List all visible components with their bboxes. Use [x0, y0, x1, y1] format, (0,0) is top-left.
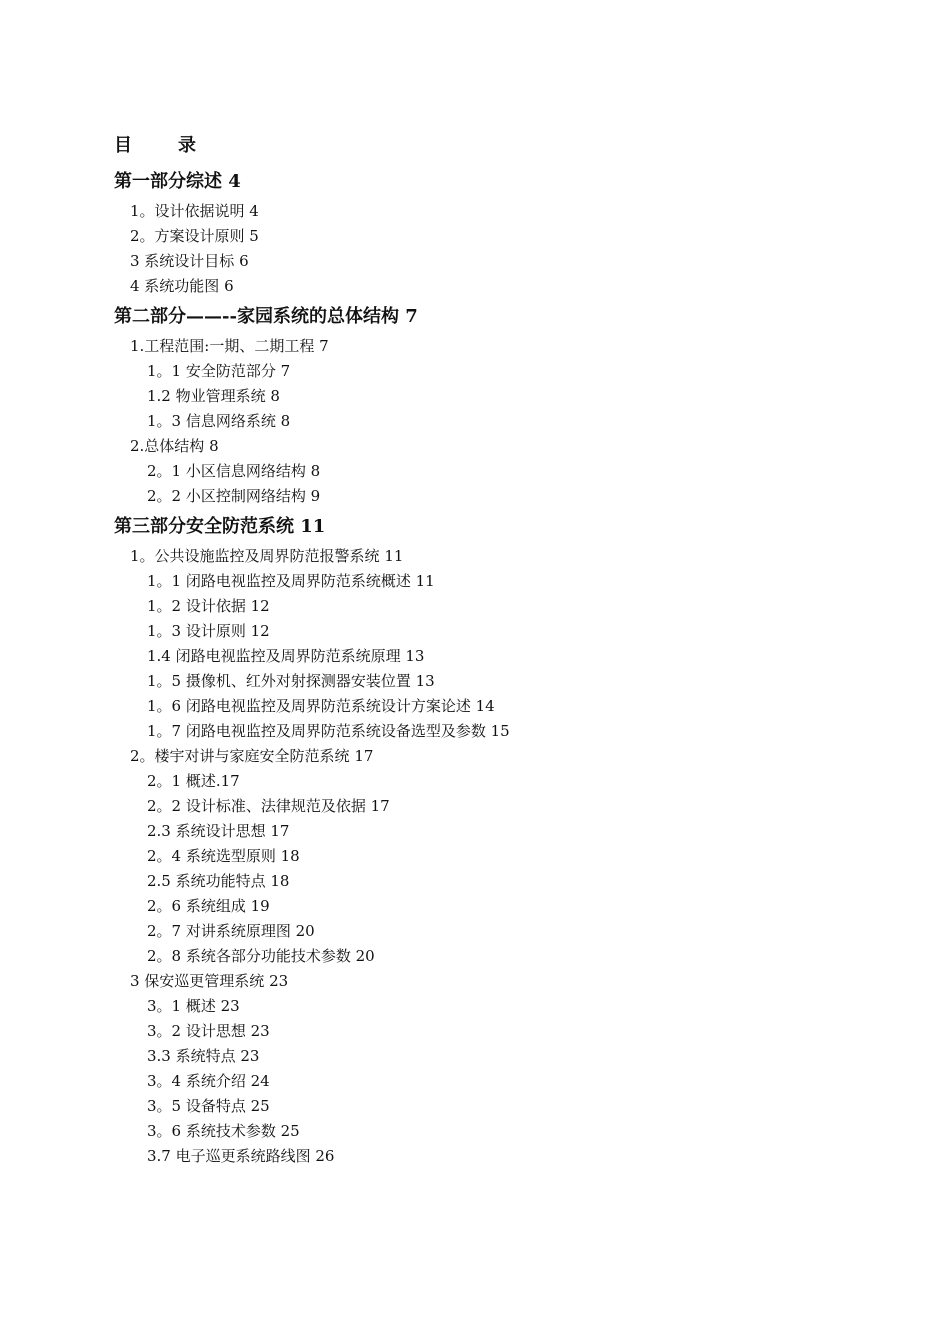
toc-subsection-entry: 2.5 系统功能特点 18 — [147, 872, 290, 890]
toc-subsection-entry: 2。2 设计标准、法律规范及依据 17 — [147, 797, 390, 815]
toc-subsection-entry: 1。2 设计依据 12 — [147, 597, 270, 615]
toc-subsection-entry: 1。6 闭路电视监控及周界防范系统设计方案论述 14 — [147, 697, 495, 715]
toc-title-left: 目 — [114, 135, 132, 156]
toc-subsection-entry: 1。1 闭路电视监控及周界防范系统概述 11 — [147, 572, 435, 590]
toc-section-entry: 2。方案设计原则 5 — [130, 227, 259, 245]
toc-subsection-entry: 2。2 小区控制网络结构 9 — [147, 487, 321, 505]
toc-part-heading: 第二部分——--家园系统的总体结构 7 — [114, 306, 418, 327]
toc-section-entry: 3 系统设计目标 6 — [130, 252, 249, 270]
toc-section-entry: 2。楼宇对讲与家庭安全防范系统 17 — [130, 747, 374, 765]
toc-subsection-entry: 3。6 系统技术参数 25 — [147, 1122, 300, 1140]
toc-section-entry: 4 系统功能图 6 — [130, 277, 234, 295]
toc-subsection-entry: 2。1 小区信息网络结构 8 — [147, 462, 321, 480]
toc-subsection-entry: 3。4 系统介绍 24 — [147, 1072, 270, 1090]
toc-subsection-entry: 2。7 对讲系统原理图 20 — [147, 922, 315, 940]
toc-subsection-entry: 1.2 物业管理系统 8 — [147, 387, 280, 405]
toc-subsection-entry: 2。4 系统选型原则 18 — [147, 847, 300, 865]
toc-subsection-entry: 2。8 系统各部分功能技术参数 20 — [147, 947, 375, 965]
toc-part-heading: 第三部分安全防范系统 11 — [114, 516, 326, 537]
toc-title — [114, 134, 196, 158]
toc-subsection-entry: 3.3 系统特点 23 — [147, 1047, 260, 1065]
toc-subsection-entry: 3。1 概述 23 — [147, 997, 240, 1015]
toc-subsection-entry: 3。2 设计思想 23 — [147, 1022, 270, 1040]
toc-part-heading: 第一部分综述 4 — [114, 171, 241, 192]
toc-subsection-entry: 1。1 安全防范部分 7 — [147, 362, 291, 380]
toc-subsection-entry: 2。6 系统组成 19 — [147, 897, 270, 915]
toc-subsection-entry: 3.7 电子巡更系统路线图 26 — [147, 1147, 335, 1165]
toc-section-entry: 3 保安巡更管理系统 23 — [130, 972, 289, 990]
toc-title-right: 录 — [178, 135, 196, 156]
toc-subsection-entry: 1。3 设计原则 12 — [147, 622, 270, 640]
toc-subsection-entry: 1。7 闭路电视监控及周界防范系统设备选型及参数 15 — [147, 722, 510, 740]
toc-subsection-entry: 2.3 系统设计思想 17 — [147, 822, 290, 840]
toc-subsection-entry: 1。3 信息网络系统 8 — [147, 412, 291, 430]
toc-section-entry: 2.总体结构 8 — [130, 437, 219, 455]
toc-section-entry: 1。设计依据说明 4 — [130, 202, 259, 220]
toc-subsection-entry: 1。5 摄像机、红外对射探测器安装位置 13 — [147, 672, 435, 690]
toc-subsection-entry: 3。5 设备特点 25 — [147, 1097, 270, 1115]
toc-subsection-entry: 2。1 概述.17 — [147, 772, 240, 790]
toc-section-entry: 1.工程范围:一期、二期工程 7 — [130, 337, 329, 355]
toc-subsection-entry: 1.4 闭路电视监控及周界防范系统原理 13 — [147, 647, 425, 665]
toc-section-entry: 1。公共设施监控及周界防范报警系统 11 — [130, 547, 404, 565]
